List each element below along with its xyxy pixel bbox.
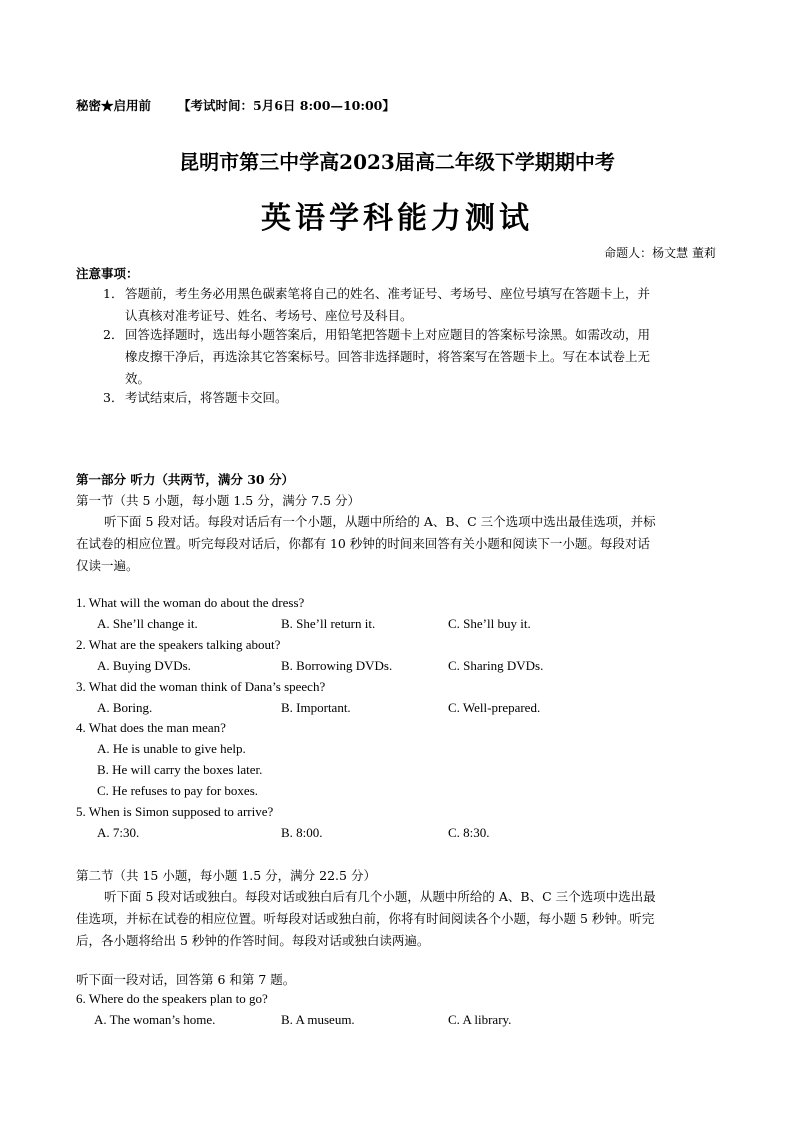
q5-option-c: C. 8:30. <box>448 825 490 840</box>
section1-instr-line1: 听下面 5 段对话。每段对话后有一个小题，从题中所给的 A、B、C 三个选项中选出最佳选项，并标 <box>104 514 656 529</box>
q1-option-c: C. She’ll buy it. <box>448 616 531 631</box>
note-1-line1: 答题前，考生务必用黑色碳素笔将自己的姓名、准考证号、考场号、座位号填写在答题卡上，并 <box>125 286 651 301</box>
q2-option-a: A. Buying DVDs. <box>97 658 191 673</box>
note-2-line1: 回答选择题时，选出每小题答案后，用铅笔把答题卡上对应题目的答案标号涂黑。如需改动，用 <box>125 327 651 342</box>
q5-option-b: B. 8:00. <box>281 825 323 840</box>
confidential-label: 秘密★启用前 <box>76 98 152 113</box>
part1-heading: 第一部分 听力（共两节，满分 30 分） <box>76 472 294 487</box>
section2-instr-line3: 后，各小题将给出 5 秒钟的作答时间。每段对话或独白读两遍。 <box>76 933 430 948</box>
q4-option-a: A. He is unable to give help. <box>97 741 246 756</box>
q3-option-c: C. Well-prepared. <box>448 700 541 715</box>
q5-option-a: A. 7:30. <box>97 825 140 840</box>
q4-option-c: C. He refuses to pay for boxes. <box>97 783 259 798</box>
group-instruction: 听下面一段对话，回答第 6 和第 7 题。 <box>76 972 296 987</box>
question-4: 4. What does the man mean? <box>76 720 226 735</box>
note-3-line1: 考试结束后，将答题卡交回。 <box>125 390 288 405</box>
section1-heading: 第一节（共 5 小题，每小题 1.5 分，满分 7.5 分） <box>76 493 361 508</box>
q6-option-b: B. A museum. <box>281 1012 355 1027</box>
q3-option-a: A. Boring. <box>97 700 153 715</box>
note-2-number: 2． <box>103 327 124 342</box>
q4-option-b: B. He will carry the boxes later. <box>97 762 263 777</box>
question-3: 3. What did the woman think of Dana’s speech? <box>76 679 326 694</box>
note-2-line3: 效。 <box>125 371 151 386</box>
question-6: 6. Where do the speakers plan to go? <box>76 991 268 1006</box>
section1-instr-line3: 仅读一遍。 <box>76 558 139 573</box>
question-1: 1. What will the woman do about the dress? <box>76 595 305 610</box>
note-1-number: 1． <box>103 286 124 301</box>
section1-instr-line2: 在试卷的相应位置。听完每段对话后，你都有 10 秒钟的时间来回答有关小题和阅读下一小题。每段对话 <box>76 536 650 551</box>
author-line: 命题人：杨文慧 董莉 <box>604 246 716 260</box>
note-2-line2: 橡皮擦干净后，再选涂其它答案标号。回答非选择题时，将答案写在答题卡上。写在本试卷上无 <box>125 349 651 364</box>
q3-option-b: B. Important. <box>281 700 351 715</box>
question-5: 5. When is Simon supposed to arrive? <box>76 804 274 819</box>
note-1-line2: 认真核对准考证号、姓名、考场号、座位号及科目。 <box>125 308 413 323</box>
section2-heading: 第二节（共 15 小题，每小题 1.5 分，满分 22.5 分） <box>76 868 376 883</box>
notes-heading: 注意事项： <box>76 266 139 281</box>
exam-time: 【考试时间：5月6日 8:00—10:00】 <box>178 98 395 113</box>
section2-instr-line2: 佳选项，并标在试卷的相应位置。听每段对话或独白前，你将有时间阅读各个小题，每小题 5 秒钟。听完 <box>76 911 655 926</box>
section2-instr-line1: 听下面 5 段对话或独白。每段对话或独白后有几个小题，从题中所给的 A、B、C 三个选项中选出最 <box>104 889 656 904</box>
note-3-number: 3． <box>103 390 124 405</box>
q6-option-a: A. The woman’s home. <box>94 1012 216 1027</box>
q1-option-a: A. She’ll change it. <box>97 616 198 631</box>
q2-option-c: C. Sharing DVDs. <box>448 658 544 673</box>
exam-subtitle: 英语学科能力测试 <box>261 201 533 236</box>
question-2: 2. What are the speakers talking about? <box>76 637 281 652</box>
q6-option-c: C. A library. <box>448 1012 512 1027</box>
exam-title: 昆明市第三中学高2023届高二年级下学期期中考 <box>179 150 615 174</box>
q2-option-b: B. Borrowing DVDs. <box>281 658 393 673</box>
q1-option-b: B. She’ll return it. <box>281 616 376 631</box>
